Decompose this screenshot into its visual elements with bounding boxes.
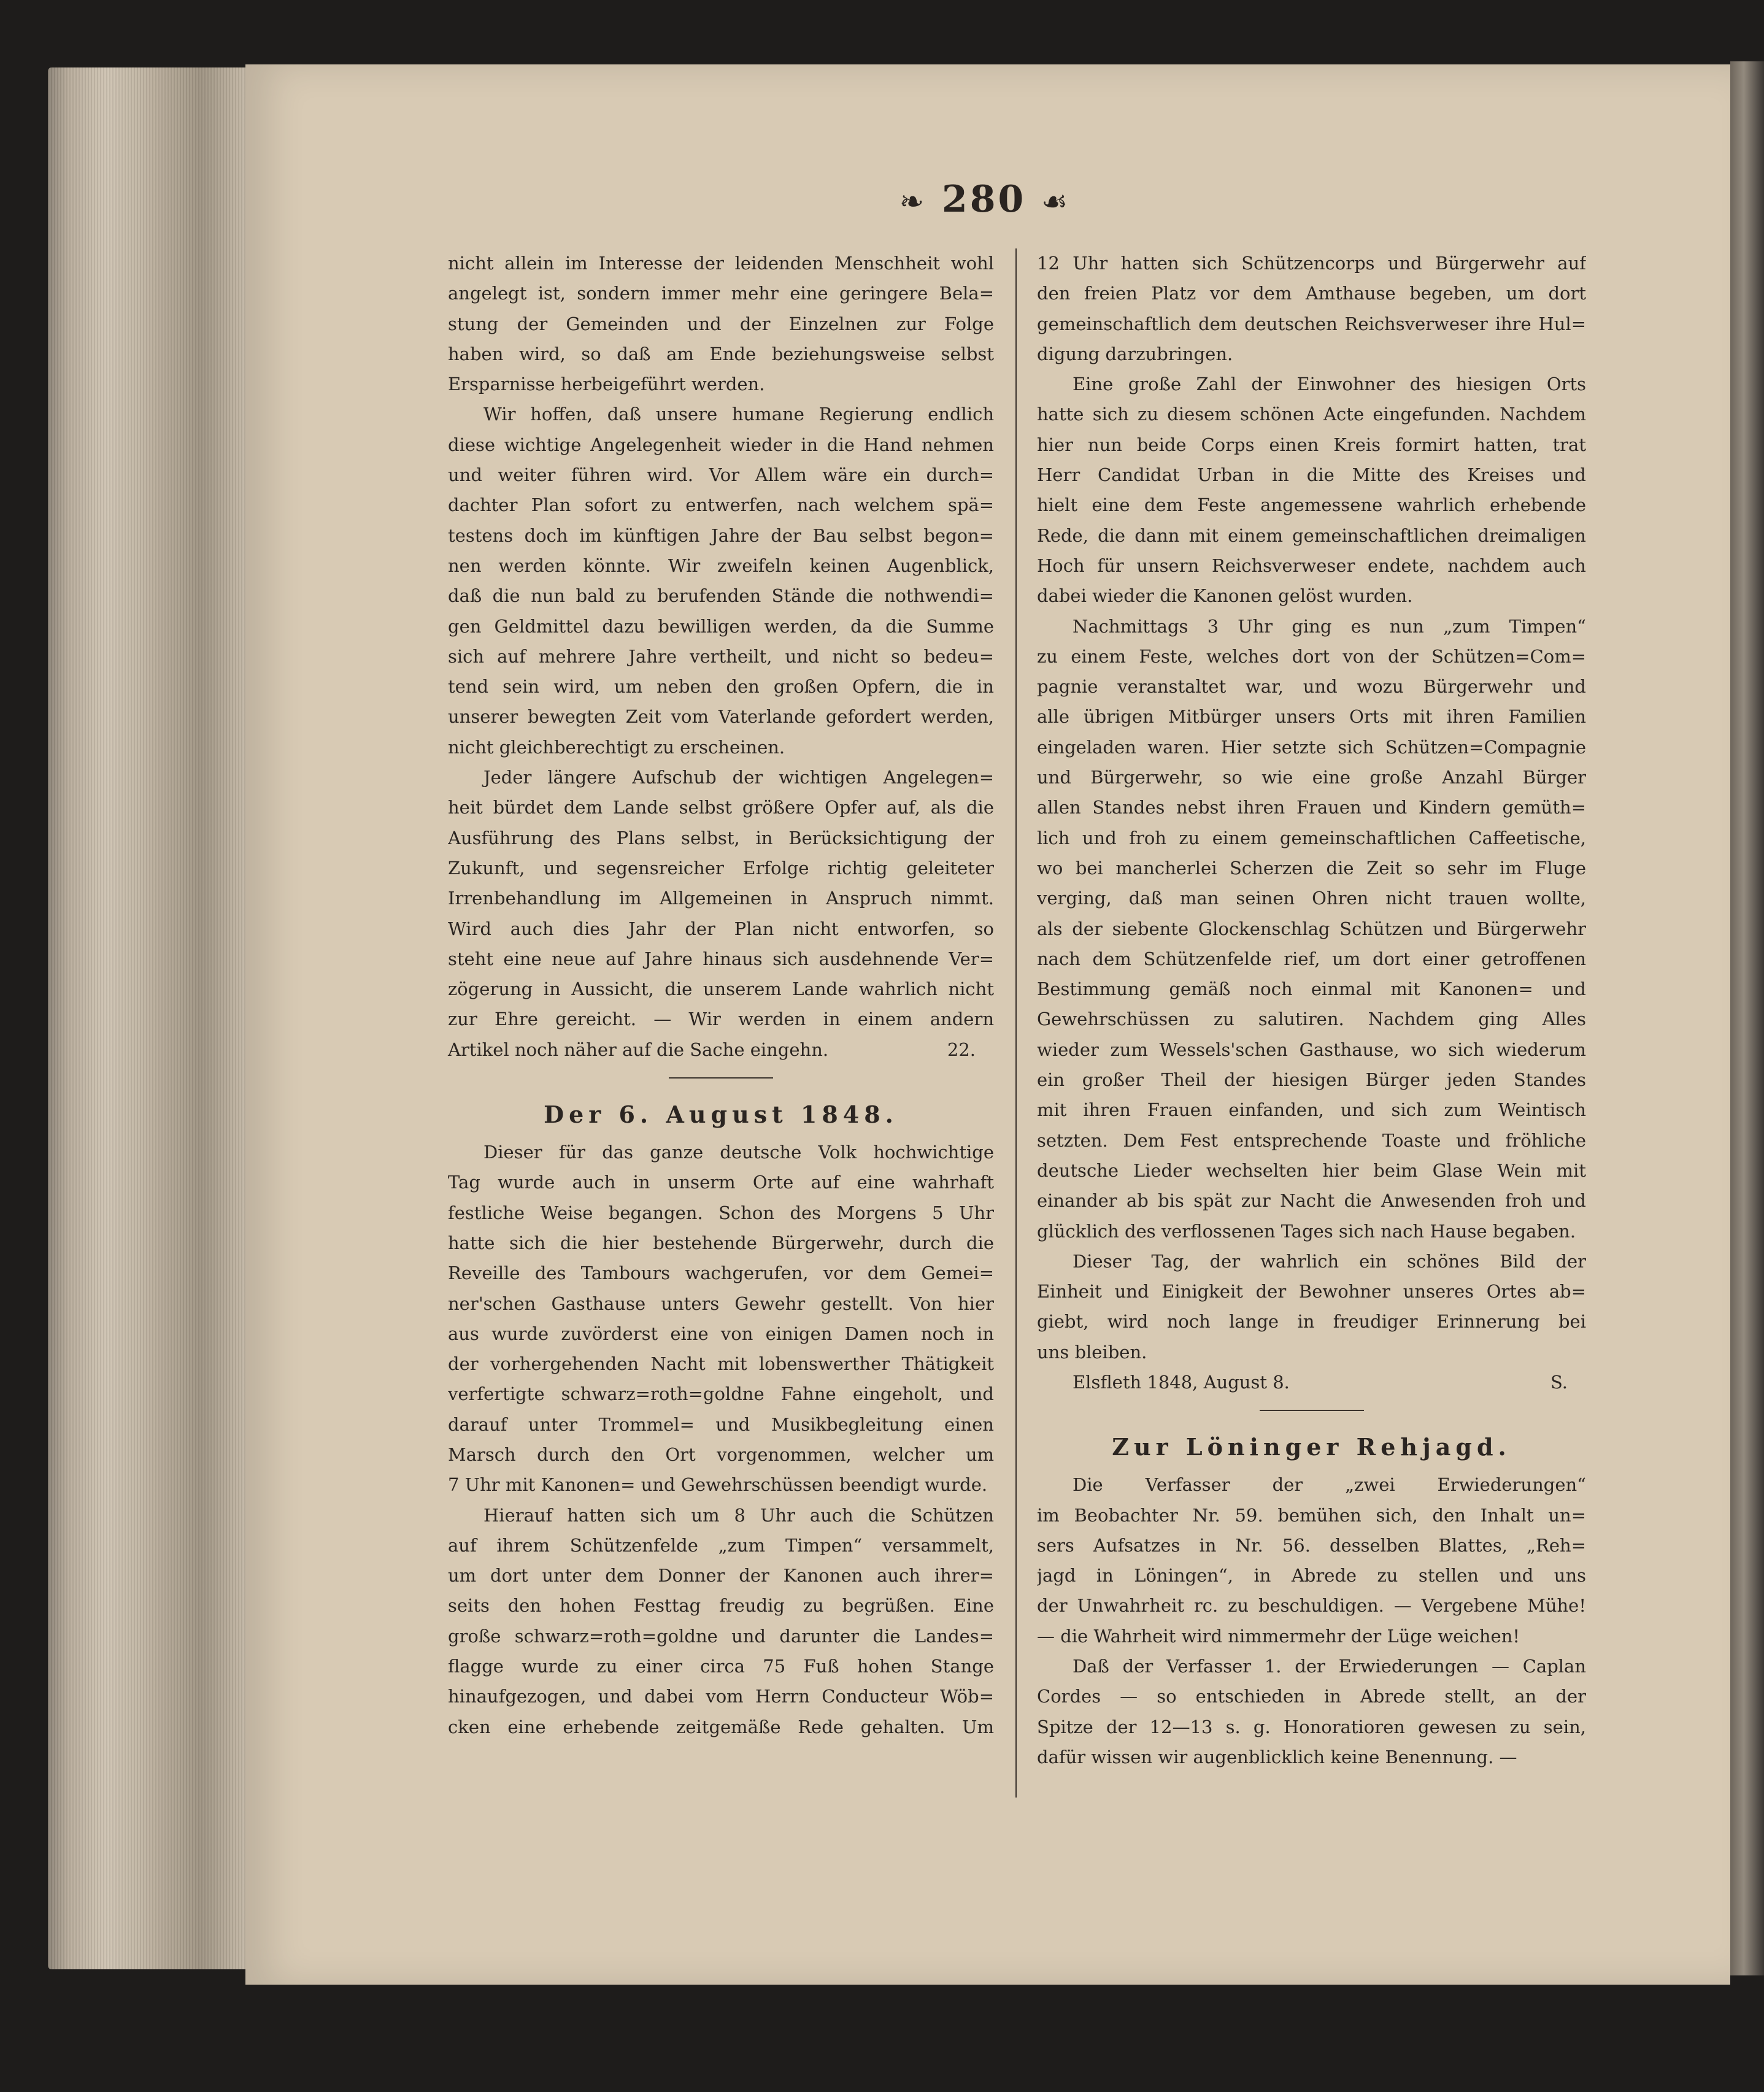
text-line: im Beobachter Nr. 59. bemühen sich, den Inhalt un= — [1037, 1504, 1586, 1526]
text-line: dafür wissen wir augenblicklich keine Benennung. — — [1037, 1746, 1517, 1767]
text-line: Die Verfasser der „zwei Erwiederungen“ — [1073, 1474, 1586, 1496]
book-cover-edge — [1730, 61, 1764, 1975]
text-line: nen werden könnte. Wir zweifeln keinen Augenblick, — [448, 555, 994, 576]
text-line: Einheit und Einigkeit der Bewohner unseres Ortes ab= — [1037, 1281, 1586, 1302]
text-line: cken eine erhebende zeitgemäße Rede gehalten. Um — [448, 1716, 994, 1737]
text-line: lich und froh zu einem gemeinschaftlichen Caffeetische, — [1037, 827, 1586, 848]
text-line: alle übrigen Mitbürger unsers Orts mit ihren Familien — [1037, 706, 1586, 728]
text-line: gemeinschaftlich dem deutschen Reichsverweser ihre Hul= — [1037, 313, 1586, 334]
text-line: aus wurde zuvörderst eine von einigen Damen noch in — [448, 1323, 994, 1344]
signoff-signature: 22. — [947, 1039, 976, 1060]
text-line: daß die nun bald zu berufenden Stände die nothwendi= — [448, 585, 994, 607]
text-line: Ersparnisse herbeigeführt werden. — [448, 374, 765, 395]
text-line: testens doch im künftigen Jahre der Bau selbst begon= — [448, 525, 994, 546]
text-line: und Bürgerwehr, so wie eine große Anzahl Bürger — [1037, 767, 1586, 788]
left-column — [448, 248, 994, 1742]
text-line: heit bürdet dem Lande selbst größere Opfer auf, als die — [448, 797, 994, 818]
section-rule-2 — [1037, 1398, 1586, 1425]
text-line: Gewehrschüssen zu salutiren. Nachdem ging Alles — [1037, 1009, 1586, 1030]
section-rule — [448, 1065, 994, 1092]
article-heading-august: Der 6. August 1848. — [544, 1101, 898, 1129]
column-divider — [1015, 248, 1017, 1798]
text-line: Spitze der 12—13 s. g. Honoratioren gewesen zu sein, — [1037, 1716, 1586, 1737]
text-line: verfertigte schwarz=roth=goldne Fahne eingeholt, und — [448, 1383, 994, 1405]
text-line: ner'schen Gasthause unters Gewehr gestellt. Von hier — [448, 1293, 994, 1314]
text-line: hier nun beide Corps einen Kreis formirt hatten, trat — [1037, 434, 1586, 455]
text-line: Dieser Tag, der wahrlich ein schönes Bild der — [1073, 1250, 1586, 1272]
text-line: steht eine neue auf Jahre hinaus sich ausdehnende Ver= — [448, 948, 994, 969]
text-line: als der siebente Glockenschlag Schützen und Bürgerwehr — [1037, 918, 1586, 939]
text-line: Herr Candidat Urban in die Mitte des Kreises und — [1037, 464, 1586, 486]
text-line: diese wichtige Angelegenheit wieder in die Hand nehmen — [448, 434, 994, 455]
dateline-signature: S. — [1550, 1371, 1568, 1393]
text-line: Hierauf hatten sich um 8 Uhr auch die Schützen — [483, 1504, 994, 1526]
text-line: stung der Gemeinden und der Einzelnen zur Folge — [448, 313, 994, 334]
left-ornament-icon: ❧ — [899, 185, 927, 219]
text-line: zur Ehre gereicht. — Wir werden in einem andern — [448, 1009, 994, 1030]
text-line: große schwarz=roth=goldne und darunter die Landes= — [448, 1625, 994, 1647]
text-line: einander ab bis spät zur Nacht die Anwesenden froh und — [1037, 1190, 1586, 1212]
text-line: darauf unter Trommel= und Musikbegleitung einen — [448, 1413, 994, 1435]
signoff-text: Artikel noch näher auf die Sache eingehn. — [448, 1039, 829, 1060]
text-line: auf ihrem Schützenfelde „zum Timpen“ versammelt, — [448, 1534, 994, 1556]
text-line: digung darzubringen. — [1037, 343, 1233, 364]
text-line: Hoch für unsern Reichsverweser endete, nachdem auch — [1037, 555, 1586, 576]
text-line: hinaufgezogen, und dabei vom Herrn Conducteur Wöb= — [448, 1686, 994, 1707]
text-line: Eine große Zahl der Einwohner des hiesigen Orts — [1073, 374, 1586, 395]
text-line: festliche Weise begangen. Schon des Morgens 5 Uhr — [448, 1202, 994, 1223]
text-line: jagd in Löningen“, in Abrede zu stellen und uns — [1037, 1565, 1586, 1586]
text-line: deutsche Lieder wechselten hier beim Glase Wein mit — [1037, 1159, 1586, 1181]
text-line: eingeladen waren. Hier setzte sich Schützen=Compagnie — [1037, 736, 1586, 758]
text-line: dabei wieder die Kanonen gelöst wurden. — [1037, 585, 1413, 607]
text-line: haben wird, so daß am Ende beziehungsweise selbst — [448, 343, 994, 364]
text-line: — die Wahrheit wird nimmermehr der Lüge weichen! — [1037, 1625, 1520, 1647]
text-line: Zukunft, und segensreicher Erfolge richtig geleiteter — [448, 857, 994, 879]
book-page-edges — [48, 67, 250, 1969]
text-line: nicht gleichberechtigt zu erscheinen. — [448, 736, 785, 758]
left-paragraph-2 — [448, 399, 994, 763]
text-line: Daß der Verfasser 1. der Erwiederungen — Caplan — [1073, 1656, 1586, 1677]
text-line: uns bleiben. — [1037, 1341, 1147, 1363]
text-line: um dort unter dem Donner der Kanonen auch ihrer= — [448, 1565, 994, 1586]
text-line: 12 Uhr hatten sich Schützencorps und Bürgerwehr auf — [1037, 253, 1586, 274]
text-line: hatte sich die hier bestehende Bürgerwehr, durch die — [448, 1232, 994, 1253]
text-line: Bestimmung gemäß noch einmal mit Kanonen= und — [1037, 979, 1586, 1000]
text-line: hielt eine dem Feste angemessene wahrlich erhebende — [1037, 494, 1586, 516]
text-line: Rede, die dann mit einem gemeinschaftlichen dreimaligen — [1037, 525, 1586, 546]
right-paragraph-4 — [1037, 1247, 1586, 1367]
text-line: gen Geldmittel dazu bewilligen werden, da die Summe — [448, 615, 994, 637]
text-line: zu einem Feste, welches dort von der Schützen=Com= — [1037, 645, 1586, 667]
text-line: wieder zum Wessels'schen Gasthause, wo sich wiederum — [1037, 1039, 1586, 1060]
page-number-text: 280 — [941, 178, 1026, 221]
text-line: unserer bewegten Zeit vom Vaterlande gefordert werden, — [448, 706, 994, 728]
right-paragraph-2 — [1037, 369, 1586, 611]
text-line: den freien Platz vor dem Amthause begeben, um dort — [1037, 283, 1586, 304]
text-line: und weiter führen wird. Vor Allem wäre ein durch= — [448, 464, 994, 486]
text-line: Tag wurde auch in unserm Orte auf eine wahrhaft — [448, 1172, 994, 1193]
text-line: Reveille des Tambours wachgerufen, vor dem Gemei= — [448, 1263, 994, 1284]
right-column — [1037, 248, 1586, 1772]
text-line: glücklich des verflossenen Tages sich nach Hause begaben. — [1037, 1220, 1576, 1242]
left-paragraph-3-signoff — [448, 1035, 994, 1065]
text-line: allen Standes nebst ihren Frauen und Kindern gemüth= — [1037, 797, 1586, 818]
text-line: Ausführung des Plans selbst, in Berücksichtigung der — [448, 827, 994, 848]
left-paragraph-3 — [448, 763, 994, 1035]
text-line: dachter Plan sofort zu entwerfen, nach welchem spä= — [448, 494, 994, 516]
text-line: angelegt ist, sondern immer mehr eine geringere Bela= — [448, 283, 994, 304]
right-ornament-icon: ☙ — [1041, 185, 1071, 219]
text-line: Wird auch dies Jahr der Plan nicht entworfen, so — [448, 918, 994, 939]
text-line: verging, daß man seinen Ohren nicht trauen wollte, — [1037, 888, 1586, 909]
right-paragraph-3 — [1037, 612, 1586, 1247]
text-line: der Unwahrheit rc. zu beschuldigen. — Vergebene Mühe! — [1037, 1595, 1586, 1617]
left-paragraph-1 — [448, 248, 994, 399]
text-line: setzten. Dem Fest entsprechende Toaste und fröhliche — [1037, 1129, 1586, 1151]
page-number — [850, 178, 1120, 221]
text-line: nicht allein im Interesse der leidenden Menschheit wohl — [448, 253, 994, 274]
dateline — [1037, 1367, 1586, 1398]
text-line: Wir hoffen, daß unsere humane Regierung endlich — [483, 404, 994, 425]
text-line: Cordes — so entschieden in Abrede stellt, an der — [1037, 1686, 1586, 1707]
text-line: Marsch durch den Ort vorgenommen, welcher um — [448, 1444, 994, 1465]
right-paragraph-6 — [1037, 1652, 1586, 1772]
text-line: Dieser für das ganze deutsche Volk hochwichtige — [483, 1142, 994, 1163]
text-line: hatte sich zu diesem schönen Acte eingefunden. Nachdem — [1037, 404, 1586, 425]
text-line: ein großer Theil der hiesigen Bürger jeden Standes — [1037, 1069, 1586, 1091]
text-line: mit ihren Frauen einfanden, und sich zum Weintisch — [1037, 1099, 1586, 1121]
text-line: pagnie veranstaltet war, und wozu Bürgerwehr und — [1037, 676, 1586, 698]
article-heading-rehjagd: Zur Löninger Rehjagd. — [1112, 1433, 1511, 1461]
text-line: flagge wurde zu einer circa 75 Fuß hohen Stange — [448, 1656, 994, 1677]
text-line: giebt, wird noch lange in freudiger Erinnerung bei — [1037, 1311, 1586, 1332]
text-line: Jeder längere Aufschub der wichtigen Angelegen= — [483, 767, 994, 788]
left-paragraph-5 — [448, 1501, 994, 1742]
text-line: nach dem Schützenfelde rief, um dort einer getroffenen — [1037, 948, 1586, 969]
text-line: Nachmittags 3 Uhr ging es nun „zum Timpen“ — [1073, 615, 1586, 637]
text-line: wo bei mancherlei Scherzen die Zeit so sehr im Fluge — [1037, 857, 1586, 879]
dateline-text: Elsfleth 1848, August 8. — [1073, 1371, 1290, 1393]
right-paragraph-5 — [1037, 1470, 1586, 1652]
left-paragraph-4 — [448, 1137, 994, 1501]
text-line: sich auf mehrere Jahre vertheilt, und nicht so bedeu= — [448, 645, 994, 667]
right-paragraph-1 — [1037, 248, 1586, 369]
text-line: der vorhergehenden Nacht mit lobenswerther Thätigkeit — [448, 1353, 994, 1375]
text-line: Irrenbehandlung im Allgemeinen in Anspruch nimmt. — [448, 888, 994, 909]
text-line: zögerung in Aussicht, die unserem Lande wahrlich nicht — [448, 979, 994, 1000]
text-line: seits den hohen Festtag freudig zu begrüßen. Eine — [448, 1595, 994, 1617]
text-line: sers Aufsatzes in Nr. 56. desselben Blattes, „Reh= — [1037, 1534, 1586, 1556]
text-line: 7 Uhr mit Kanonen= und Gewehrschüssen beendigt wurde. — [448, 1474, 988, 1496]
text-line: tend sein wird, um neben den großen Opfern, die in — [448, 676, 994, 698]
